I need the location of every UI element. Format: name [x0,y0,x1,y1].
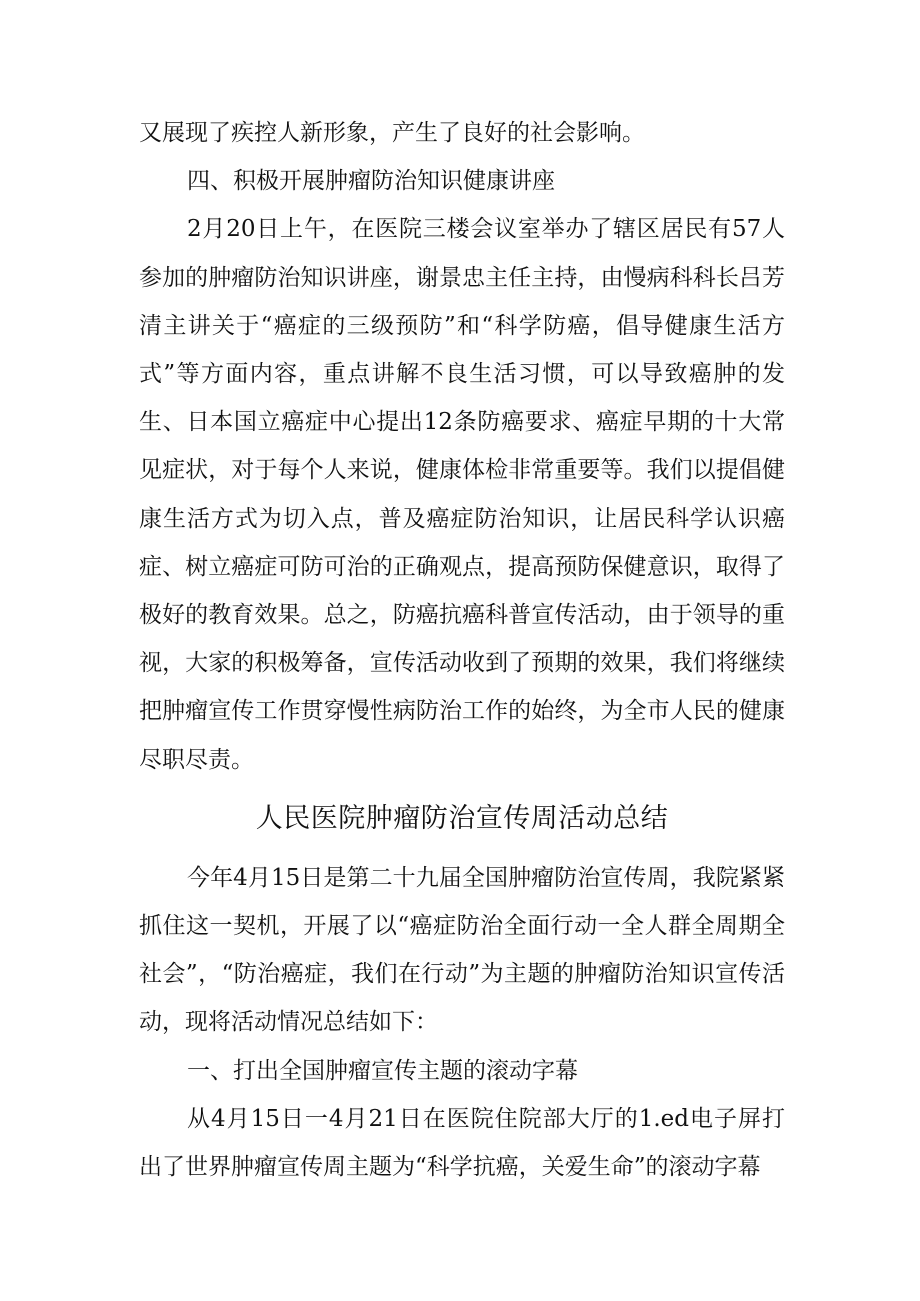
section-heading-four: 四、积极开展肿瘤防治知识健康讲座 [187,168,555,195]
section-heading-one: 一、打出全国肿瘤宣传主题的滚动字幕 [187,1057,578,1084]
paragraph-intro: 今年4月15日是第二十九届全国肿瘤防治宣传周，我院紧紧抓住这一契机，开展了以“癌症防治全面行动一全人群全周期全社会”，“防治癌症，我们在行动”为主题的肿瘤防治知识宣传活动，现将活动情况总结如下： [139,864,785,1036]
paragraph-screen: 从4月15日一4月21日在医院住院部大厅的1.ed电子屏打出了世界肿瘤宣传周主题为“科学抗癌，关爱生命”的滚动字幕 [139,1105,785,1181]
document-body [139,109,785,1191]
paragraph-continuation: 又展现了疾控人新形象，产生了良好的社会影响。 [139,120,645,146]
paragraph-lecture: 2月20日上午，在医院三楼会议室举办了辖区居民有57人参加的肿瘤防治知识讲座，谢景忠主任主持，由慢病科科长吕芳清主讲关于“癌症的三级预防”和“科学防癌，倡导健康生活方式”等方面内容，重点讲解不良生活习惯，可以导致癌肿的发生、日本国立癌症中心提出12条防癌要求、癌症早期的十大常见症状，对于每个人来说，健康体检非常重要等。我们以提倡健康生活方式为切入点，普及癌症防治知识，让居民科学认识癌症、树立癌症可防可治的正确观点，提高预防保健意识，取得了极好的教育效果。总之，防癌抗癌科普宣传活动，由于领导的重视，大家的积极筹备，宣传活动收到了预期的效果，我们将继续把肿瘤宣传工作贯穿慢性病防治工作的始终，为全市人民的健康尽职尽责。 [139,216,785,773]
document-title: 人民医院肿瘤防治宣传周活动总结 [255,802,669,834]
